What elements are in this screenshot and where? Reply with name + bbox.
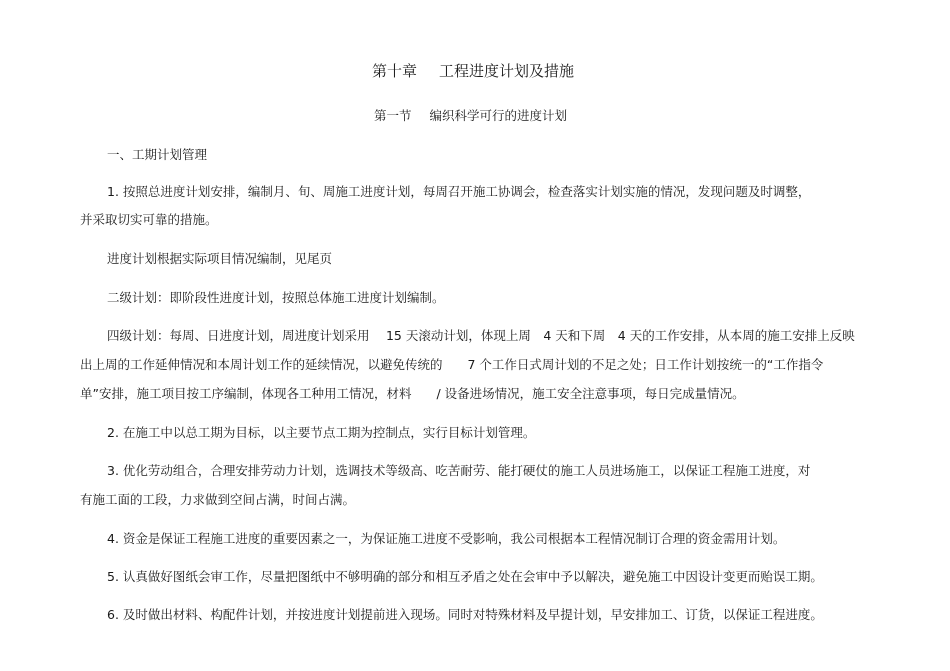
paragraph-line: 3. 优化劳动组合，合理安排劳动力计划，选调技术等级高、吃苦耐劳、能打硬仗的施工人员进场施工，以保证工程施工进度，对 <box>107 463 811 478</box>
section-number: 第一节 <box>374 108 412 123</box>
paragraph-line: 有施工面的工段，力求做到空间占满，时间占满。 <box>80 492 356 507</box>
paragraph-line: 1. 按照总进度计划安排，编制月、旬、周施工进度计划，每周召开施工协调会，检查落实计划实施的情况，发现问题及时调整， <box>107 184 811 199</box>
section-name: 编织科学可行的进度计划 <box>429 108 568 123</box>
section-title <box>374 108 567 124</box>
chapter-name: 工程进度计划及措施 <box>439 62 575 80</box>
paragraph-line: 进度计划根据实际项目情况编制，见尾页 <box>107 251 333 266</box>
chapter-number: 第十章 <box>372 62 418 80</box>
paragraph-line: 5. 认真做好图纸会审工作，尽量把图纸中不够明确的部分和相互矛盾之处在会审中予以解决，避免施工中因设计变更而贻误工期。 <box>107 569 823 584</box>
paragraph-line: 出上周的工作延伸情况和本周计划工作的延续情况，以避免传统的 7 个工作日式周计划的不足之处；日工作计划按统一的“工作指令 <box>80 357 824 372</box>
paragraph-line: 2. 在施工中以总工期为目标，以主要节点工期为控制点，实行目标计划管理。 <box>107 425 536 440</box>
paragraph-line: 6. 及时做出材料、构配件计划，并按进度计划提前进入现场。同时对特殊材料及早提计划，早安排加工、订货，以保证工程进度。 <box>107 607 823 622</box>
paragraph-line: 二级计划：即阶段性进度计划，按照总体施工进度计划编制。 <box>107 290 445 305</box>
heading-schedule-management: 一、工期计划管理 <box>107 147 208 162</box>
chapter-title <box>372 62 574 80</box>
paragraph-line: 并采取切实可靠的措施。 <box>80 212 218 227</box>
paragraph-line: 四级计划：每周、日进度计划，周进度计划采用 15 天滚动计划，体现上周 4 天和下周 4 天的工作安排，从本周的施工安排上反映 <box>107 328 855 343</box>
paragraph-line: 4. 资金是保证工程施工进度的重要因素之一，为保证施工进度不受影响，我公司根据本工程情况制订合理的资金需用计划。 <box>107 531 786 546</box>
paragraph-line: 单”安排，施工项目按工序编制，体现各工种用工情况，材料 / 设备进场情况，施工安全注意事项，每日完成量情况。 <box>80 386 745 401</box>
